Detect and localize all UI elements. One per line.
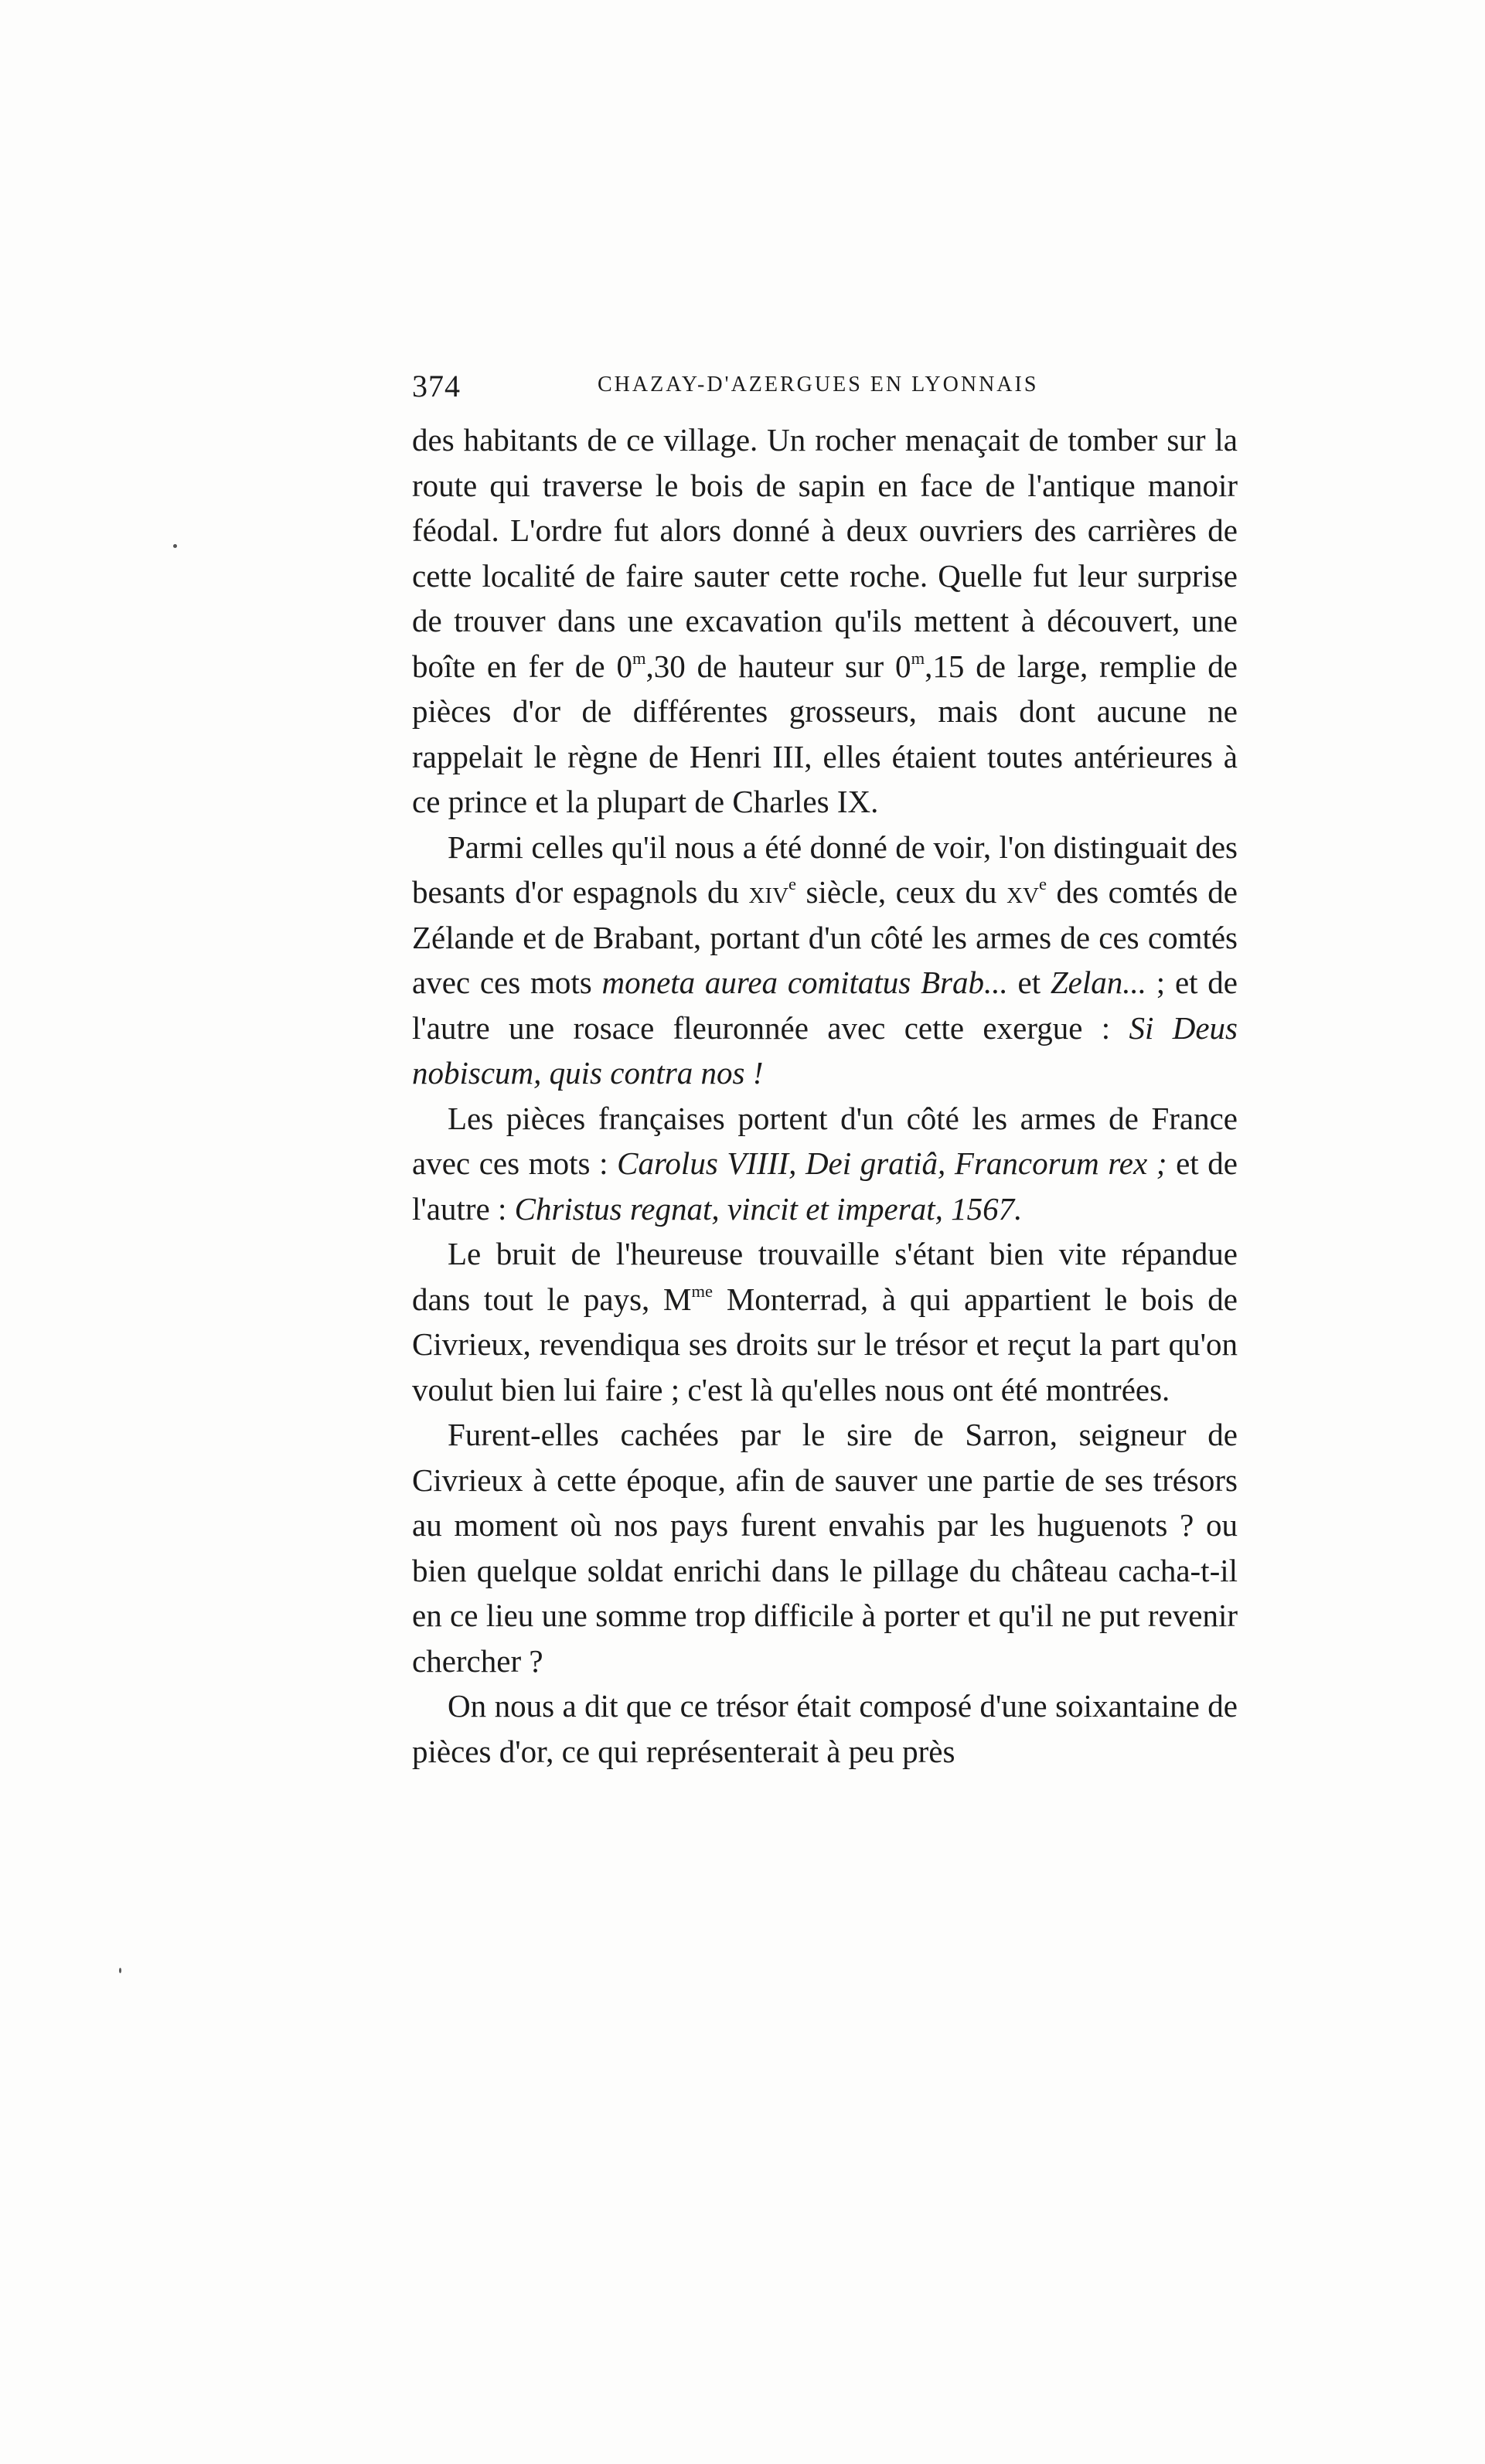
print-speck (173, 544, 177, 548)
superscript: m (911, 648, 925, 668)
text-run: Le bruit de l'heureuse trouvaille s'étant bien vite répandue dans tout le pays, M (412, 1236, 1238, 1317)
paragraph-6 (412, 1683, 1238, 1774)
text-run: Furent-elles cachées par le sire de Sarron, seigneur de Civrieux à cette époque, afin de sauver une partie de ses trésors au moment où nos pays furent envahis par les huguenots ? ou bien quelque soldat enrichi dans le pillage du château cacha-t-il en ce lieu une somme trop difficile à porter et qu'il ne put revenir chercher ? (412, 1417, 1238, 1679)
superscript: me (691, 1281, 714, 1301)
italic-text: moneta aurea comitatus Brab... (601, 965, 1008, 1000)
text-run: Parmi celles qu'il nous a été donné de voir, l'on distinguait des besants d'or espagnols du (412, 829, 1238, 910)
running-title: CHAZAY-D'AZERGUES EN LYONNAIS (598, 373, 1039, 396)
text-run: des habitants de ce village. Un rocher menaçait de tomber sur la route qui traverse le bois de sapin en face de l'antique manoir féodal. L'ordre fut alors donné à deux ouvriers des carrières de cette localité de faire sauter cette roche. Quelle fut leur surprise de trouver dans une excavation qu'ils mettent à découvert, une boîte en fer de 0 (412, 422, 1238, 684)
superscript: e (1038, 874, 1047, 894)
paragraph-1 (412, 417, 1238, 825)
paragraph-3 (412, 1096, 1238, 1232)
italic-text: Carolus VIIII, Dei gratiâ, Francorum rex ; (617, 1145, 1167, 1181)
text-run: Monterrad, à qui appartient le bois de Civrieux, revendiqua ses droits sur le trésor et reçut la part qu'on voulut bien lui faire ; c'est là qu'elles nous ont été montrées. (412, 1281, 1238, 1407)
italic-text: Zelan... (1050, 965, 1147, 1000)
superscript: m (632, 648, 646, 668)
text-run: siècle, ceux du (796, 874, 1007, 910)
text-run: et (1007, 965, 1051, 1000)
paragraph-2 (412, 825, 1238, 1096)
roman-numeral: xv (1006, 874, 1039, 910)
text-run: Les pièces françaises portent d'un côté les armes de France avec ces mots : (412, 1100, 1238, 1181)
italic-text: Si Deus nobiscum, quis contra nos ! (412, 1009, 1238, 1091)
text-run: et de l'autre : (412, 1145, 1238, 1227)
print-speck (119, 1968, 121, 1973)
running-header (412, 363, 1238, 410)
paragraph-4 (412, 1231, 1238, 1412)
superscript: e (788, 874, 797, 894)
page-number: 374 (412, 369, 461, 403)
text-run: ,30 de hauteur sur 0 (645, 648, 911, 684)
text-run: On nous a dit que ce trésor était composé d'une soixantaine de pièces d'or, ce qui représenterait à peu près (412, 1688, 1238, 1769)
roman-numeral: xiv (748, 874, 789, 910)
text-run: des comtés de Zélande et de Brabant, portant d'un côté les armes de ces comtés avec ces mots (412, 874, 1238, 1000)
body-text (412, 417, 1238, 1774)
paragraph-5 (412, 1412, 1238, 1683)
text-run: ,15 de large, remplie de pièces d'or de différentes grosseurs, mais dont aucune ne rappelait le règne de Henri III, elles étaient toutes antérieures à ce prince et la plupart de Charles IX. (412, 648, 1238, 819)
italic-text: Christus regnat, vincit et imperat, 1567. (514, 1190, 1023, 1227)
text-run: ; et de l'autre une rosace fleuronnée avec cette exergue : (412, 965, 1238, 1046)
